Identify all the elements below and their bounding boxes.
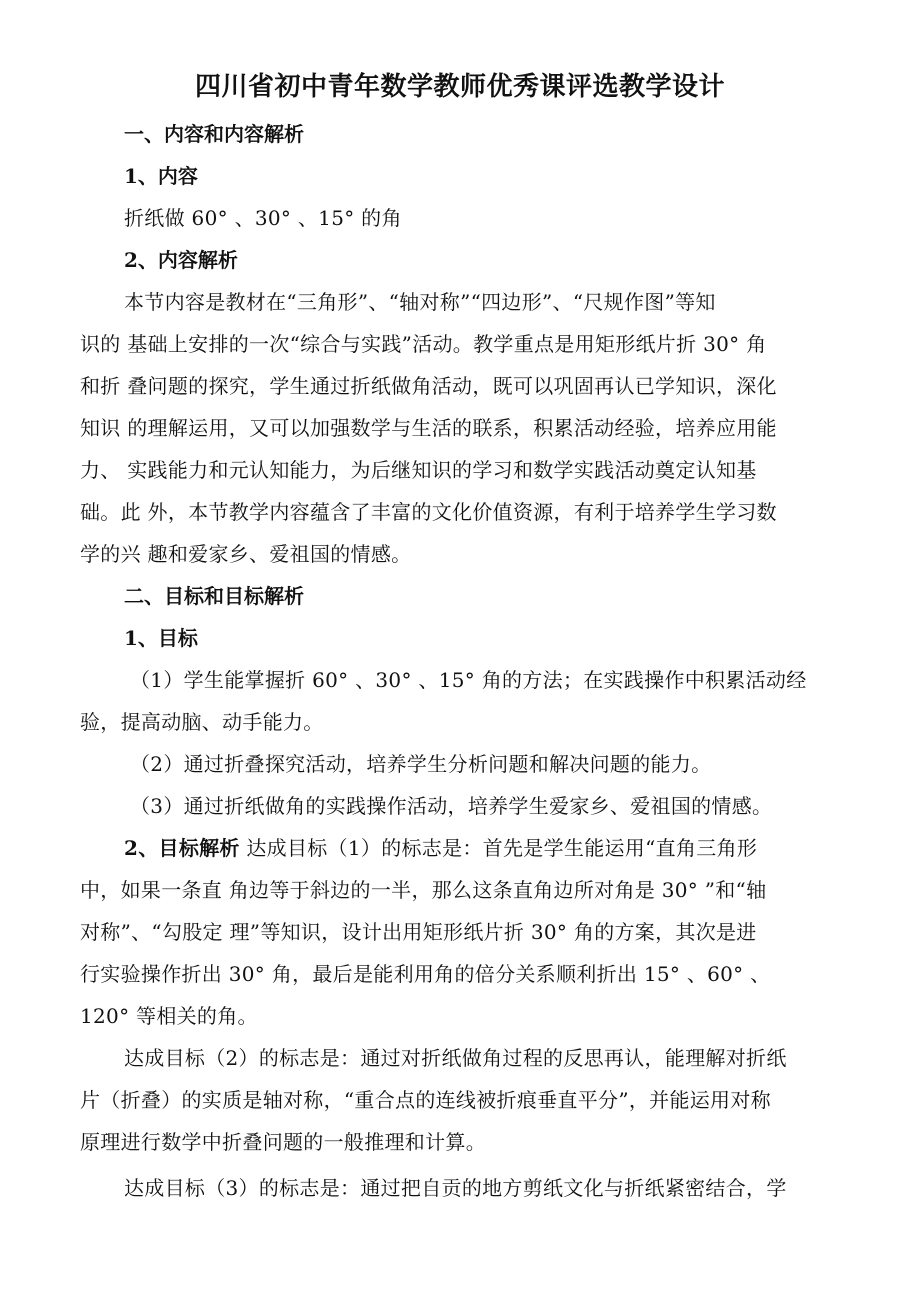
- content-para-line: 本节内容是教材在“三角形”、“轴对称”“四边形”、“尺规作图”等知: [124, 290, 716, 314]
- analysis1-first-text: 达成目标（1）的标志是：首先是学生能运用“直角三角形: [239, 836, 758, 860]
- section2-heading: 二、目标和目标解析: [124, 584, 304, 608]
- analysis1-first-line: [124, 832, 757, 861]
- goal2-line: （2）通过折叠探究活动，培养学生分析问题和解决问题的能力。: [130, 752, 712, 776]
- analysis2-line: 片（折叠）的实质是轴对称，“重合点的连线被折痕垂直平分”，并能运用对称: [80, 1088, 771, 1112]
- analysis1-line: 行实验操作折出 30° 角，最后是能利用角的倍分关系顺利折出 15° 、60° 、: [80, 962, 771, 986]
- section1-sub1-text: 折纸做 60° 、30° 、15° 的角: [124, 206, 402, 230]
- analysis1-line: 120° 等相关的角。: [80, 1004, 258, 1028]
- section2-sub1-heading: 1、目标: [124, 626, 198, 650]
- analysis2-line: 原理进行数学中折叠问题的一般推理和计算。: [80, 1130, 486, 1154]
- section1-sub2-heading: 2、内容解析: [124, 248, 238, 272]
- content-para-line: 知识 的理解运用，又可以加强数学与生活的联系，积累活动经验，培养应用能: [80, 416, 777, 440]
- content-para-line: 学的兴 趣和爱家乡、爱祖国的情感。: [80, 542, 412, 566]
- analysis1-line: 中，如果一条直 角边等于斜边的一半，那么这条直角边所对角是 30° ”和“轴: [80, 878, 767, 902]
- document-title: 四川省初中青年数学教师优秀课评选教学设计: [194, 72, 725, 102]
- goal3-line: （3）通过折纸做角的实践操作活动，培养学生爱家乡、爱祖国的情感。: [130, 794, 773, 818]
- content-para-line: 力、 实践能力和元认知能力，为后继知识的学习和数学实践活动奠定认知基: [80, 458, 757, 482]
- content-para-line: 和折 叠问题的探究，学生通过折纸做角活动，既可以巩固再认已学知识，深化: [80, 374, 777, 398]
- content-para-line: 础。此 外，本节教学内容蕴含了丰富的文化价值资源，有利于培养学生学习数: [80, 500, 777, 524]
- goal1-line: 验，提高动脑、动手能力。: [80, 710, 324, 734]
- analysis1-line: 对称”、“勾股定 理”等知识，设计出用矩形纸片折 30° 角的方案，其次是进: [80, 920, 757, 944]
- section1-heading: 一、内容和内容解析: [124, 122, 304, 146]
- goal1-line: （1）学生能掌握折 60° 、30° 、15° 角的方法；在实践操作中积累活动经: [130, 668, 807, 692]
- content-para-line: 识的 基础上安排的一次“综合与实践”活动。教学重点是用矩形纸片折 30° 角: [80, 332, 767, 356]
- section2-sub2-heading: 2、目标解析: [124, 836, 240, 860]
- analysis2-line: 达成目标（2）的标志是：通过对折纸做角过程的反思再认，能理解对折纸: [124, 1046, 787, 1070]
- analysis3-line: 达成目标（3）的标志是：通过把自贡的地方剪纸文化与折纸紧密结合，学: [124, 1176, 787, 1200]
- section1-sub1-heading: 1、内容: [124, 164, 198, 188]
